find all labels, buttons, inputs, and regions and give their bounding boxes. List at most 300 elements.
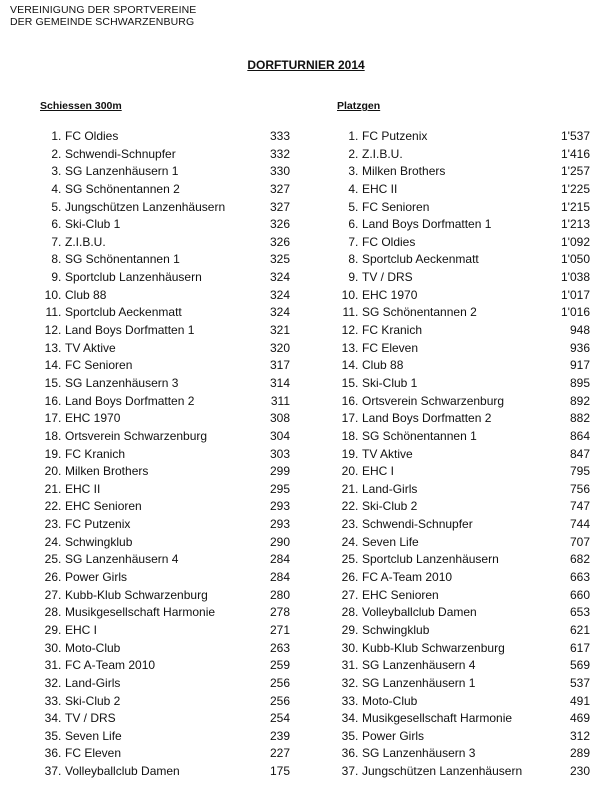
result-row: [337, 675, 593, 693]
score-value: 317: [269, 358, 290, 373]
result-row: [40, 163, 300, 181]
team-name: Jungschützen Lanzenhäusern: [65, 199, 226, 214]
result-row: [40, 710, 300, 728]
result-row: [337, 551, 593, 569]
score-value: 1'215: [561, 199, 590, 214]
result-row: [337, 216, 593, 234]
result-row: [337, 304, 593, 322]
rank-separator: .: [355, 340, 359, 355]
organization-line-1: VEREINIGUNG DER SPORTVEREINE: [10, 4, 197, 16]
score-value: 304: [269, 428, 290, 443]
rank-number: 7: [348, 234, 355, 249]
team-name: Kubb-Klub Schwarzenburg: [65, 587, 208, 602]
rank-number: 10: [44, 287, 58, 302]
score-value: 311: [270, 393, 290, 408]
rank-number: 21: [44, 481, 58, 496]
rank-separator: .: [355, 693, 359, 708]
result-row: [40, 675, 300, 693]
rank-separator: .: [58, 499, 62, 514]
result-row: [337, 498, 593, 516]
result-row: [337, 710, 593, 728]
score-value: 278: [269, 605, 290, 620]
team-name: Ortsverein Schwarzenburg: [362, 393, 505, 408]
team-name: Ski-Club 2: [362, 499, 418, 514]
rank-separator: .: [355, 517, 359, 532]
platzgen-results-list: [337, 128, 593, 781]
rank-separator: .: [355, 234, 359, 249]
team-name: Sportclub Lanzenhäusern: [362, 552, 499, 567]
rank-separator: .: [58, 517, 62, 532]
team-name: SG Lanzenhäusern 4: [65, 552, 179, 567]
rank-separator: .: [58, 481, 62, 496]
score-value: 882: [569, 411, 590, 426]
result-row: [40, 234, 300, 252]
rank-number: 2: [348, 146, 355, 161]
rank-number: 37: [44, 764, 58, 779]
rank-number: 5: [51, 199, 58, 214]
rank-number: 34: [341, 711, 355, 726]
rank-number: 31: [44, 658, 58, 673]
team-name: Moto-Club: [65, 640, 121, 655]
rank-number: 18: [341, 428, 355, 443]
rank-separator: .: [355, 746, 359, 761]
rank-separator: .: [58, 393, 62, 408]
team-name: Ortsverein Schwarzenburg: [65, 428, 208, 443]
team-name: SG Schönentannen 1: [65, 252, 180, 267]
score-value: 332: [269, 146, 290, 161]
rank-number: 34: [44, 711, 58, 726]
rank-separator: .: [58, 605, 62, 620]
rank-separator: .: [58, 146, 62, 161]
result-row: [40, 534, 300, 552]
rank-separator: .: [355, 375, 359, 390]
score-value: 259: [269, 658, 290, 673]
rank-separator: .: [355, 728, 359, 743]
score-value: 569: [569, 658, 590, 673]
score-value: 1'092: [561, 234, 590, 249]
team-name: SG Lanzenhäusern 1: [65, 164, 179, 179]
rank-separator: .: [355, 570, 359, 585]
rank-number: 20: [44, 464, 58, 479]
team-name: Schwingklub: [65, 534, 133, 549]
rank-number: 13: [44, 340, 58, 355]
score-value: 293: [269, 499, 290, 514]
team-name: Z.I.B.U.: [362, 146, 403, 161]
schiessen-results-list: [40, 128, 300, 781]
team-name: SG Schönentannen 2: [65, 181, 180, 196]
rank-number: 30: [341, 640, 355, 655]
score-value: 756: [569, 481, 590, 496]
rank-number: 25: [44, 552, 58, 567]
team-name: Ski-Club 1: [65, 217, 121, 232]
score-value: 892: [569, 393, 590, 408]
team-name: FC A-Team 2010: [362, 570, 453, 585]
result-row: [40, 340, 300, 358]
score-value: 308: [269, 411, 290, 426]
rank-number: 24: [341, 534, 355, 549]
rank-number: 2: [51, 146, 58, 161]
rank-number: 31: [341, 658, 355, 673]
rank-separator: .: [58, 164, 62, 179]
team-name: EHC I: [362, 464, 395, 479]
team-name: Seven Life: [362, 534, 419, 549]
result-row: [337, 287, 593, 305]
score-value: 239: [269, 728, 290, 743]
rank-separator: .: [58, 252, 62, 267]
rank-separator: .: [355, 481, 359, 496]
rank-separator: .: [58, 129, 62, 143]
score-value: 1'257: [561, 164, 590, 179]
result-row: [40, 181, 300, 199]
team-name: FC Senioren: [65, 358, 133, 373]
team-name: Z.I.B.U.: [65, 234, 106, 249]
rank-separator: .: [58, 428, 62, 443]
rank-number: 1: [348, 129, 355, 143]
rank-separator: .: [58, 199, 62, 214]
result-row: [40, 463, 300, 481]
result-row: [40, 657, 300, 675]
score-value: 321: [269, 323, 290, 338]
team-name: Seven Life: [65, 728, 122, 743]
score-value: 256: [269, 675, 290, 690]
team-name: SG Schönentannen 1: [362, 428, 477, 443]
schiessen-results-column: [40, 100, 300, 781]
team-name: SG Lanzenhäusern 1: [362, 675, 476, 690]
result-row: [40, 728, 300, 746]
team-name: Kubb-Klub Schwarzenburg: [362, 640, 505, 655]
score-value: 324: [269, 305, 290, 320]
rank-separator: .: [58, 622, 62, 637]
score-value: 864: [569, 428, 590, 443]
result-row: [40, 146, 300, 164]
rank-number: 23: [44, 517, 58, 532]
rank-separator: .: [58, 464, 62, 479]
score-value: 469: [569, 711, 590, 726]
rank-number: 14: [341, 358, 355, 373]
result-row: [337, 745, 593, 763]
result-row: [40, 269, 300, 287]
team-name: Power Girls: [362, 728, 425, 743]
rank-separator: .: [355, 217, 359, 232]
score-value: 744: [569, 517, 590, 532]
team-name: Land Boys Dorfmatten 1: [362, 217, 492, 232]
rank-separator: .: [355, 464, 359, 479]
team-name: SG Lanzenhäusern 4: [362, 658, 476, 673]
rank-separator: .: [58, 181, 62, 196]
team-name: Land-Girls: [65, 675, 121, 690]
rank-separator: .: [355, 552, 359, 567]
rank-separator: .: [355, 428, 359, 443]
rank-separator: .: [58, 217, 62, 232]
team-name: EHC II: [65, 481, 101, 496]
score-value: 271: [269, 622, 290, 637]
team-name: FC A-Team 2010: [65, 658, 156, 673]
result-row: [337, 146, 593, 164]
rank-separator: .: [355, 622, 359, 637]
score-value: 895: [569, 375, 590, 390]
result-row: [337, 393, 593, 411]
score-value: 333: [269, 129, 290, 143]
result-row: [40, 745, 300, 763]
rank-number: 35: [341, 728, 355, 743]
score-value: 326: [269, 234, 290, 249]
rank-separator: .: [58, 534, 62, 549]
team-name: SG Lanzenhäusern 3: [65, 375, 179, 390]
result-row: [337, 199, 593, 217]
rank-separator: .: [58, 305, 62, 320]
rank-number: 1: [51, 129, 58, 143]
rank-separator: .: [355, 146, 359, 161]
team-name: Jungschützen Lanzenhäusern: [362, 764, 523, 779]
score-value: 325: [269, 252, 290, 267]
rank-separator: .: [355, 164, 359, 179]
team-name: SG Lanzenhäusern 3: [362, 746, 476, 761]
rank-separator: .: [58, 323, 62, 338]
platzgen-results-column: [337, 100, 593, 781]
result-row: [337, 728, 593, 746]
score-value: 324: [269, 287, 290, 302]
rank-number: 3: [51, 164, 58, 179]
team-name: TV Aktive: [362, 446, 413, 461]
rank-number: 17: [44, 411, 58, 426]
rank-separator: .: [355, 587, 359, 602]
team-name: TV / DRS: [65, 711, 116, 726]
score-value: 327: [269, 181, 290, 196]
result-row: [40, 393, 300, 411]
result-row: [337, 163, 593, 181]
rank-separator: .: [355, 446, 359, 461]
score-value: 682: [569, 552, 590, 567]
team-name: Musikgesellschaft Harmonie: [362, 711, 513, 726]
team-name: Milken Brothers: [65, 464, 149, 479]
team-name: Schwendi-Schnupfer: [65, 146, 176, 161]
team-name: EHC Senioren: [362, 587, 439, 602]
organization-line-2: DER GEMEINDE SCHWARZENBURG: [10, 16, 195, 28]
rank-separator: .: [58, 446, 62, 461]
rank-number: 29: [341, 622, 355, 637]
rank-number: 28: [341, 605, 355, 620]
score-value: 1'537: [561, 129, 590, 143]
team-name: Volleyballclub Damen: [65, 764, 180, 779]
rank-number: 25: [341, 552, 355, 567]
result-row: [337, 357, 593, 375]
rank-separator: .: [58, 358, 62, 373]
score-value: 795: [569, 464, 590, 479]
result-row: [337, 657, 593, 675]
score-value: 1'213: [561, 217, 590, 232]
team-name: Ski-Club 1: [362, 375, 418, 390]
rank-number: 19: [341, 446, 355, 461]
rank-number: 5: [348, 199, 355, 214]
rank-number: 6: [51, 217, 58, 232]
rank-number: 27: [44, 587, 58, 602]
result-row: [40, 516, 300, 534]
team-name: Club 88: [362, 358, 404, 373]
rank-number: 23: [341, 517, 355, 532]
team-name: Milken Brothers: [362, 164, 446, 179]
rank-number: 22: [341, 499, 355, 514]
score-value: 303: [269, 446, 290, 461]
rank-separator: .: [355, 640, 359, 655]
result-row: [40, 428, 300, 446]
result-row: [337, 322, 593, 340]
score-value: 948: [569, 323, 590, 338]
result-row: [337, 534, 593, 552]
rank-number: 7: [51, 234, 58, 249]
score-value: 1'038: [561, 270, 590, 285]
rank-number: 11: [45, 305, 58, 320]
rank-separator: .: [355, 270, 359, 285]
team-name: FC Eleven: [65, 746, 122, 761]
result-row: [40, 604, 300, 622]
team-name: EHC Senioren: [65, 499, 142, 514]
rank-separator: .: [58, 411, 62, 426]
score-value: 175: [269, 764, 290, 779]
score-value: 256: [269, 693, 290, 708]
score-value: 280: [269, 587, 290, 602]
team-name: FC Oldies: [65, 129, 119, 143]
rank-separator: .: [355, 305, 359, 320]
rank-number: 35: [44, 728, 58, 743]
team-name: FC Eleven: [362, 340, 419, 355]
score-value: 314: [269, 375, 290, 390]
rank-number: 20: [341, 464, 355, 479]
rank-separator: .: [58, 234, 62, 249]
rank-number: 27: [341, 587, 355, 602]
team-name: Power Girls: [65, 570, 128, 585]
team-name: Schwendi-Schnupfer: [362, 517, 473, 532]
result-row: [337, 340, 593, 358]
score-value: 312: [569, 728, 590, 743]
result-row: [40, 251, 300, 269]
rank-number: 12: [341, 323, 355, 338]
result-row: [337, 463, 593, 481]
team-name: EHC II: [362, 181, 398, 196]
score-value: 1'017: [561, 287, 590, 302]
rank-number: 30: [44, 640, 58, 655]
result-row: [40, 357, 300, 375]
team-name: EHC 1970: [362, 287, 418, 302]
rank-separator: .: [355, 129, 359, 143]
score-value: 293: [269, 517, 290, 532]
rank-separator: .: [355, 287, 359, 302]
rank-number: 36: [44, 746, 58, 761]
score-value: 320: [269, 340, 290, 355]
score-value: 284: [269, 570, 290, 585]
result-row: [337, 375, 593, 393]
result-row: [40, 551, 300, 569]
result-row: [40, 622, 300, 640]
rank-number: 33: [44, 693, 58, 708]
rank-separator: .: [355, 181, 359, 196]
team-name: TV / DRS: [362, 270, 413, 285]
rank-separator: .: [58, 764, 62, 779]
rank-separator: .: [355, 711, 359, 726]
organization-header: [10, 4, 196, 28]
score-value: 1'016: [561, 305, 590, 320]
team-name: FC Senioren: [362, 199, 430, 214]
result-row: [40, 446, 300, 464]
rank-separator: .: [355, 323, 359, 338]
score-value: 621: [569, 622, 590, 637]
rank-separator: .: [58, 375, 62, 390]
score-value: 747: [569, 499, 590, 514]
rank-separator: .: [355, 358, 359, 373]
team-name: Sportclub Lanzenhäusern: [65, 270, 202, 285]
result-row: [337, 516, 593, 534]
rank-number: 4: [348, 181, 355, 196]
rank-number: 22: [44, 499, 58, 514]
rank-number: 8: [51, 252, 58, 267]
result-row: [337, 693, 593, 711]
rank-number: 17: [341, 411, 355, 426]
score-value: 1'225: [561, 181, 590, 196]
score-value: 917: [569, 358, 590, 373]
team-name: FC Putzenix: [65, 517, 131, 532]
rank-separator: .: [58, 587, 62, 602]
score-value: 537: [569, 675, 590, 690]
score-value: 617: [569, 640, 590, 655]
result-row: [40, 322, 300, 340]
rank-number: 15: [341, 375, 355, 390]
score-value: 653: [569, 605, 590, 620]
rank-separator: .: [58, 728, 62, 743]
team-name: Land Boys Dorfmatten 2: [362, 411, 492, 426]
team-name: Land Boys Dorfmatten 2: [65, 393, 195, 408]
rank-number: 9: [348, 270, 355, 285]
rank-separator: .: [355, 199, 359, 214]
score-value: 324: [269, 270, 290, 285]
rank-number: 13: [341, 340, 355, 355]
result-row: [40, 199, 300, 217]
team-name: Land-Girls: [362, 481, 418, 496]
rank-separator: .: [355, 499, 359, 514]
result-row: [337, 128, 593, 146]
rank-number: 28: [44, 605, 58, 620]
team-name: Sportclub Aeckenmatt: [65, 305, 182, 320]
rank-separator: .: [58, 552, 62, 567]
rank-number: 36: [341, 746, 355, 761]
score-value: 263: [269, 640, 290, 655]
rank-number: 24: [44, 534, 58, 549]
result-row: [337, 640, 593, 658]
rank-number: 4: [51, 181, 58, 196]
rank-separator: .: [355, 605, 359, 620]
rank-number: 29: [44, 622, 58, 637]
score-value: 289: [569, 746, 590, 761]
score-value: 295: [269, 481, 290, 496]
team-name: FC Kranich: [362, 323, 423, 338]
rank-number: 26: [341, 570, 355, 585]
score-value: 290: [269, 534, 290, 549]
rank-number: 32: [341, 675, 355, 690]
rank-separator: .: [58, 570, 62, 585]
rank-separator: .: [58, 640, 62, 655]
rank-number: 11: [342, 305, 355, 320]
result-row: [40, 763, 300, 781]
result-row: [337, 269, 593, 287]
platzgen-heading: Platzgen: [337, 100, 381, 112]
rank-number: 3: [348, 164, 355, 179]
team-name: EHC I: [65, 622, 98, 637]
rank-separator: .: [355, 658, 359, 673]
rank-number: 16: [44, 393, 58, 408]
rank-number: 10: [341, 287, 355, 302]
result-row: [40, 375, 300, 393]
rank-number: 33: [341, 693, 355, 708]
team-name: Club 88: [65, 287, 107, 302]
rank-separator: .: [58, 658, 62, 673]
